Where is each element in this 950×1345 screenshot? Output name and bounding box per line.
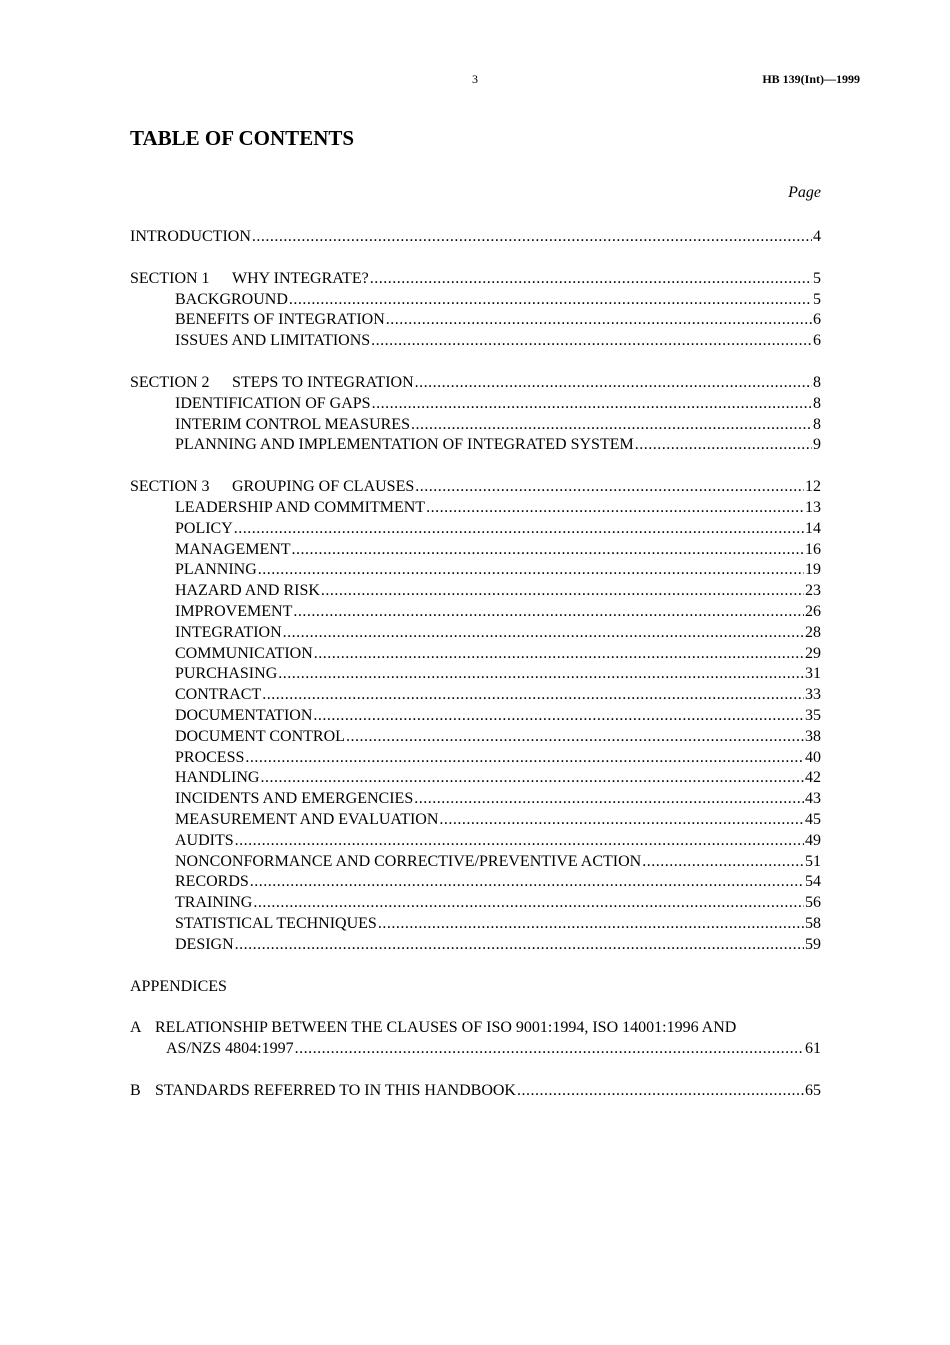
dot-leader — [371, 331, 812, 352]
dot-leader — [252, 227, 812, 248]
toc-entry[interactable] — [130, 310, 821, 331]
toc-entry-page: 61 — [805, 1040, 821, 1058]
toc-entry-page: 40 — [805, 748, 821, 766]
toc-entry-page: 8 — [813, 415, 821, 433]
dot-leader — [439, 810, 804, 831]
toc-section-3[interactable] — [130, 477, 821, 498]
toc-entry-label: HAZARD AND RISK — [175, 582, 320, 600]
toc-entry[interactable] — [130, 623, 821, 644]
toc-entry-page: 12 — [805, 478, 821, 496]
toc-entry-label: DOCUMENT CONTROL — [175, 727, 345, 745]
toc-entry-page: 33 — [805, 686, 821, 704]
section-title: WHY INTEGRATE? — [232, 269, 369, 287]
toc-entry[interactable] — [130, 290, 821, 311]
toc-entry[interactable] — [130, 540, 821, 561]
toc-entry[interactable] — [130, 852, 821, 873]
dot-leader — [415, 373, 812, 394]
dot-leader — [253, 893, 804, 914]
toc-entry-label: POLICY — [175, 519, 233, 537]
toc-entry-page: 9 — [813, 436, 821, 454]
toc-entry-page: 45 — [805, 810, 821, 828]
toc-appendix-a[interactable] — [130, 1018, 821, 1039]
toc-entry[interactable] — [130, 706, 821, 727]
toc-entry-label: AUDITS — [175, 831, 234, 849]
toc-entry-page: 56 — [805, 894, 821, 912]
dot-leader — [278, 664, 804, 685]
dot-leader — [415, 477, 804, 498]
toc-entry[interactable] — [130, 581, 821, 602]
toc-entry-page: 23 — [805, 582, 821, 600]
toc-entry-page: 58 — [805, 914, 821, 932]
toc-entry-introduction[interactable] — [130, 227, 821, 248]
toc-entry-page: 4 — [813, 228, 821, 245]
toc-entry-label: HANDLING — [175, 769, 260, 787]
toc-entry-label: DESIGN — [175, 935, 234, 953]
toc-title: TABLE OF CONTENTS — [130, 126, 355, 150]
toc-entry[interactable] — [130, 435, 821, 456]
toc-entry[interactable] — [130, 727, 821, 748]
dot-leader — [517, 1081, 804, 1102]
toc-entry-label: ISSUES AND LIMITATIONS — [175, 332, 371, 350]
toc-entry-page: 13 — [805, 498, 821, 516]
appendix-letter: B — [130, 1081, 141, 1099]
toc-entry-page: 26 — [805, 602, 821, 620]
toc-entry-label: MANAGEMENT — [175, 540, 291, 558]
toc-entry-label: STATISTICAL TECHNIQUES — [175, 914, 377, 932]
dot-leader — [258, 560, 804, 581]
toc-entry-label: CONTRACT — [175, 686, 262, 704]
toc-entry[interactable] — [130, 872, 821, 893]
dot-leader — [346, 727, 804, 748]
toc-entry-page: 51 — [805, 852, 821, 870]
appendix-title-line1: RELATIONSHIP BETWEEN THE CLAUSES OF ISO 9001:1994, ISO 14001:1996 AND — [155, 1019, 737, 1037]
toc-entry[interactable] — [130, 394, 821, 415]
section-number: SECTION 2 — [130, 373, 210, 391]
toc-entry[interactable] — [130, 664, 821, 685]
dot-leader — [370, 269, 812, 290]
appendix-letter: A — [130, 1019, 142, 1037]
toc-entry[interactable] — [130, 914, 821, 935]
dot-leader — [289, 290, 812, 311]
dot-leader — [386, 310, 812, 331]
toc-entry-label: PROCESS — [175, 748, 245, 766]
document-id: HB 139(Int)—1999 — [762, 72, 860, 86]
toc-entry[interactable] — [130, 560, 821, 581]
toc-entry-page: 28 — [805, 623, 821, 641]
dot-leader — [262, 685, 804, 706]
section-number: SECTION 3 — [130, 478, 210, 496]
toc-entry-page: 6 — [813, 332, 821, 350]
page-number: 3 — [472, 72, 478, 86]
dot-leader — [411, 415, 812, 436]
toc-entry-label: INCIDENTS AND EMERGENCIES — [175, 790, 414, 808]
toc-entry[interactable] — [130, 415, 821, 436]
toc-entry[interactable] — [130, 748, 821, 769]
toc-entry[interactable] — [130, 685, 821, 706]
toc-entry-page: 8 — [813, 394, 821, 412]
toc-entry-label: INTEGRATION — [175, 623, 282, 641]
toc-entry-page: 19 — [805, 561, 821, 579]
dot-leader — [414, 789, 804, 810]
toc-entry-page: 6 — [813, 311, 821, 329]
toc-entry-label: IMPROVEMENT — [175, 602, 293, 620]
toc-entry-label: PURCHASING — [175, 665, 278, 683]
toc-entry-page: 14 — [805, 519, 821, 537]
dot-leader — [313, 706, 804, 727]
toc-entry-page: 59 — [805, 935, 821, 953]
dot-leader — [260, 768, 804, 789]
toc-entry-label: RECORDS — [175, 873, 249, 891]
toc-entry-label: IDENTIFICATION OF GAPS — [175, 394, 371, 412]
appendices-heading: APPENDICES — [130, 977, 227, 995]
toc-entry-page: 8 — [813, 373, 821, 391]
toc-entry[interactable] — [130, 644, 821, 665]
toc-section-1[interactable] — [130, 269, 821, 290]
section-title: STEPS TO INTEGRATION — [232, 373, 414, 391]
dot-leader — [642, 852, 804, 873]
dot-leader — [245, 748, 804, 769]
toc-entry[interactable] — [130, 810, 821, 831]
toc-entry-label: PLANNING AND IMPLEMENTATION OF INTEGRATED SYSTEM — [175, 436, 634, 454]
toc-entry[interactable] — [130, 789, 821, 810]
dot-leader — [234, 519, 804, 540]
toc-entry[interactable] — [130, 935, 821, 956]
table-of-contents — [130, 227, 821, 1102]
dot-leader — [635, 435, 812, 456]
toc-appendix-b[interactable] — [130, 1081, 821, 1102]
dot-leader — [426, 498, 804, 519]
toc-entry-page: 42 — [805, 769, 821, 787]
toc-entry[interactable] — [130, 498, 821, 519]
dot-leader — [293, 602, 804, 623]
toc-entry[interactable] — [130, 831, 821, 852]
dot-leader — [250, 872, 804, 893]
toc-entry-label: MEASUREMENT AND EVALUATION — [175, 810, 439, 828]
toc-entry-label: COMMUNICATION — [175, 644, 313, 662]
dot-leader — [378, 914, 804, 935]
toc-entry-page: 29 — [805, 644, 821, 662]
toc-entry-page: 54 — [805, 873, 821, 891]
dot-leader — [235, 831, 804, 852]
toc-entry-page: 35 — [805, 706, 821, 724]
dot-leader — [283, 623, 804, 644]
section-title: GROUPING OF CLAUSES — [232, 478, 415, 496]
toc-entry[interactable] — [130, 602, 821, 623]
dot-leader — [295, 1039, 804, 1060]
toc-entry-page: 5 — [813, 290, 821, 308]
toc-entry-page: 65 — [805, 1081, 821, 1099]
toc-entry-label: LEADERSHIP AND COMMITMENT — [175, 498, 426, 516]
toc-entry-label: DOCUMENTATION — [175, 706, 313, 724]
section-number: SECTION 1 — [130, 269, 210, 287]
toc-entry-label: NONCONFORMANCE AND CORRECTIVE/PREVENTIVE ACTION — [175, 852, 642, 870]
toc-entry-label: INTRODUCTION — [130, 228, 251, 245]
appendix-title: STANDARDS REFERRED TO IN THIS HANDBOOK — [155, 1081, 516, 1099]
toc-entry-page: 43 — [805, 790, 821, 808]
toc-entry-label: TRAINING — [175, 894, 253, 912]
toc-entry-page: 49 — [805, 831, 821, 849]
appendix-title-line2: AS/NZS 4804:1997 — [166, 1040, 294, 1058]
toc-entry[interactable] — [130, 519, 821, 540]
dot-leader — [314, 644, 804, 665]
dot-leader — [292, 540, 804, 561]
toc-entry-page: 5 — [813, 269, 821, 287]
page-column-label: Page — [788, 184, 821, 201]
dot-leader — [235, 935, 804, 956]
dot-leader — [321, 581, 804, 602]
toc-entry-label: BACKGROUND — [175, 290, 288, 308]
dot-leader — [372, 394, 812, 415]
toc-entry-page: 38 — [805, 727, 821, 745]
toc-entry-label: BENEFITS OF INTEGRATION — [175, 311, 385, 329]
toc-appendix-a-continued[interactable] — [130, 1039, 821, 1060]
toc-entry-page: 31 — [805, 665, 821, 683]
toc-entry-label: INTERIM CONTROL MEASURES — [175, 415, 410, 433]
toc-entry-label: PLANNING — [175, 561, 257, 579]
toc-section-2[interactable] — [130, 373, 821, 394]
toc-entry[interactable] — [130, 768, 821, 789]
toc-entry[interactable] — [130, 331, 821, 352]
toc-entry[interactable] — [130, 893, 821, 914]
toc-entry-page: 16 — [805, 540, 821, 558]
